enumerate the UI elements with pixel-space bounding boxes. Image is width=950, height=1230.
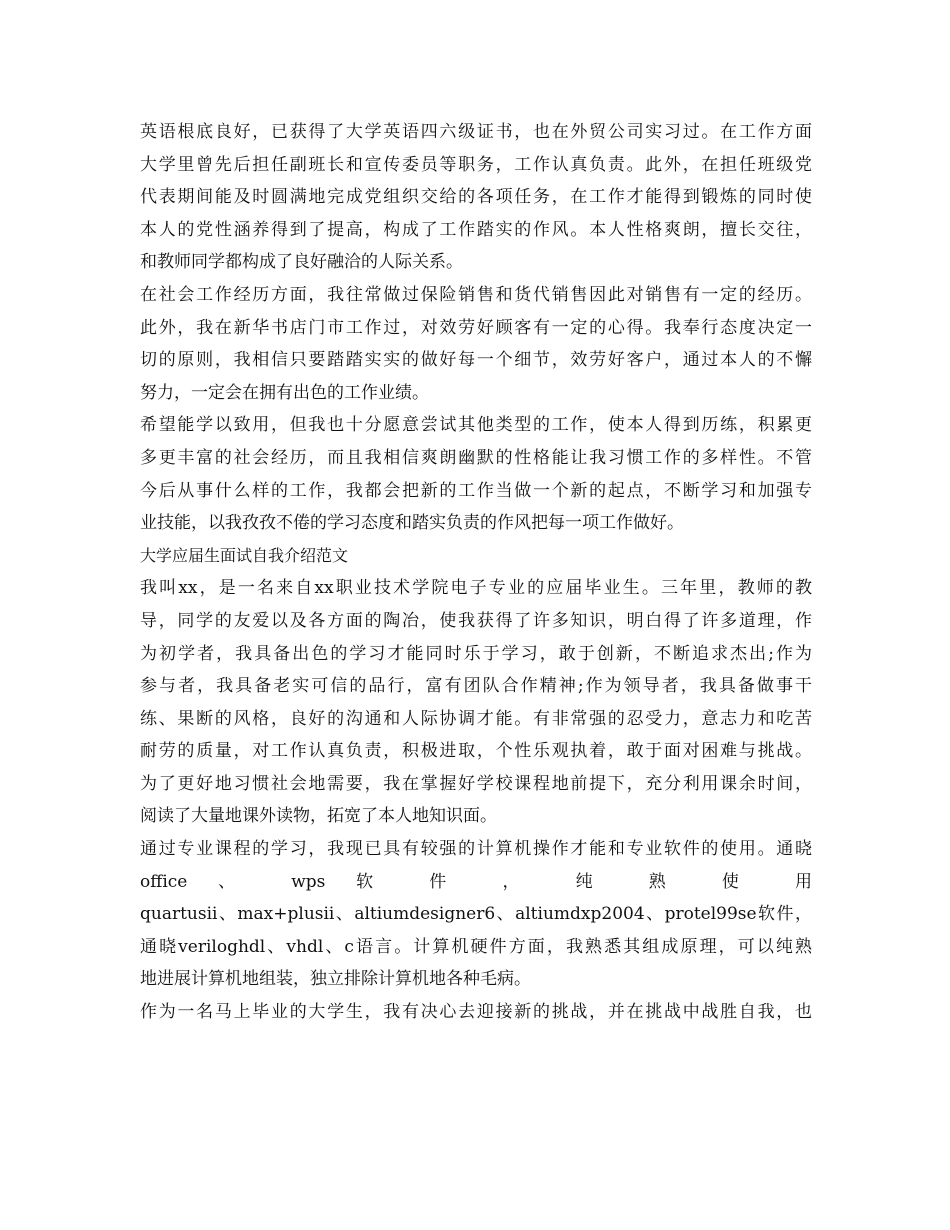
text-line: 为初学者，我具备出色的学习才能同时乐于学习，敢于创新，不断追求杰出;作为 (140, 643, 812, 664)
text-line: 此外，我在新华书店门市工作过，对效劳好顾客有一定的心得。我奉行态度决定一 (140, 317, 812, 338)
text-line: 大学里曾先后担任副班长和宣传委员等职务，工作认真负责。此外，在担任班级党 (140, 154, 812, 175)
paragraph-technical-skills (140, 833, 812, 996)
text-line: 英语根底良好，已获得了大学英语四六级证书，也在外贸公司实习过。在工作方面 (140, 122, 812, 142)
text-line: 多更丰富的社会经历，而且我相信爽朗幽默的性格能让我习惯工作的多样性。不管 (140, 447, 812, 468)
paragraph-aspiration (140, 409, 812, 539)
text-line: 作为一名马上毕业的大学生，我有决心去迎接新的挑战，并在挑战中战胜自我，也 (140, 1002, 812, 1023)
text-line: 在社会工作经历方面，我往常做过保险销售和货代销售因此对销售有一定的经历。 (140, 284, 812, 305)
paragraph-education-work (140, 116, 812, 279)
text-line: 练、果断的风格，良好的沟通和人际协调才能。有非常强的忍受力，意志力和吃苦 (140, 708, 812, 729)
text-line: 参与者，我具备老实可信的品行，富有团队合作精神;作为领导者，我具备做事干 (140, 676, 812, 697)
text-line: 耐劳的质量，对工作认真负责，积极进取，个性乐观执着，敢于面对困难与挑战。 (140, 741, 812, 762)
text-line: 地进展计算机地组装，独立排除计算机地各种毛病。 (140, 969, 531, 990)
text-line: 导，同学的友爱以及各方面的陶冶，使我获得了许多知识，明白得了许多道理，作 (140, 610, 812, 631)
text-line: 阅读了大量地课外读物，拓宽了本人地知识面。 (140, 806, 497, 827)
text-line: office 、 wps 软 件 ， 纯 熟 使 用 (140, 871, 812, 892)
text-line: 本人的党性涵养得到了提高，构成了工作踏实的作风。本人性格爽朗，擅长交往， (140, 219, 812, 240)
text-line: 业技能，以我孜孜不倦的学习态度和踏实负责的作风把每一项工作做好。 (140, 513, 684, 534)
text-line: 切的原则，我相信只要踏踏实实的做好每一个细节，效劳好客户，通过本人的不懈 (140, 350, 812, 371)
text-line: 通过专业课程的学习，我现已具有较强的计算机操作才能和专业软件的使用。通晓 (140, 839, 812, 860)
text-line: 今后从事什么样的工作，我都会把新的工作当做一个新的起点，不断学习和加强专 (140, 480, 812, 501)
text-line: 为了更好地习惯社会地需要，我在掌握好学校课程地前提下，充分利用课余时间， (140, 773, 812, 794)
section-heading: 大学应届生面试自我介绍范文 (140, 545, 349, 565)
paragraph-closing (140, 996, 812, 1029)
document-body (140, 116, 812, 1029)
text-line: 希望能学以致用，但我也十分愿意尝试其他类型的工作，使本人得到历练，积累更 (140, 415, 812, 436)
text-line: quartusii、max+plusii、altiumdesigner6、altiumdxp2004、protel99se软件， (140, 904, 812, 925)
text-line: 代表期间能及时圆满地完成党组织交给的各项任务，在工作才能得到锻炼的同时使 (140, 187, 812, 208)
section-heading-wrapper (140, 540, 812, 573)
text-line: 通晓veriloghdl、vhdl、c语言。计算机硬件方面，我熟悉其组成原理，可以纯熟 (140, 936, 812, 957)
text-line: 我叫xx，是一名来自xx职业技术学院电子专业的应届毕业生。三年里，教师的教 (140, 578, 812, 599)
paragraph-social-experience (140, 279, 812, 409)
text-line: 和教师同学都构成了良好融洽的人际关系。 (140, 252, 463, 273)
text-line: 努力，一定会在拥有出色的工作业绩。 (140, 382, 429, 403)
paragraph-self-introduction (140, 572, 812, 833)
